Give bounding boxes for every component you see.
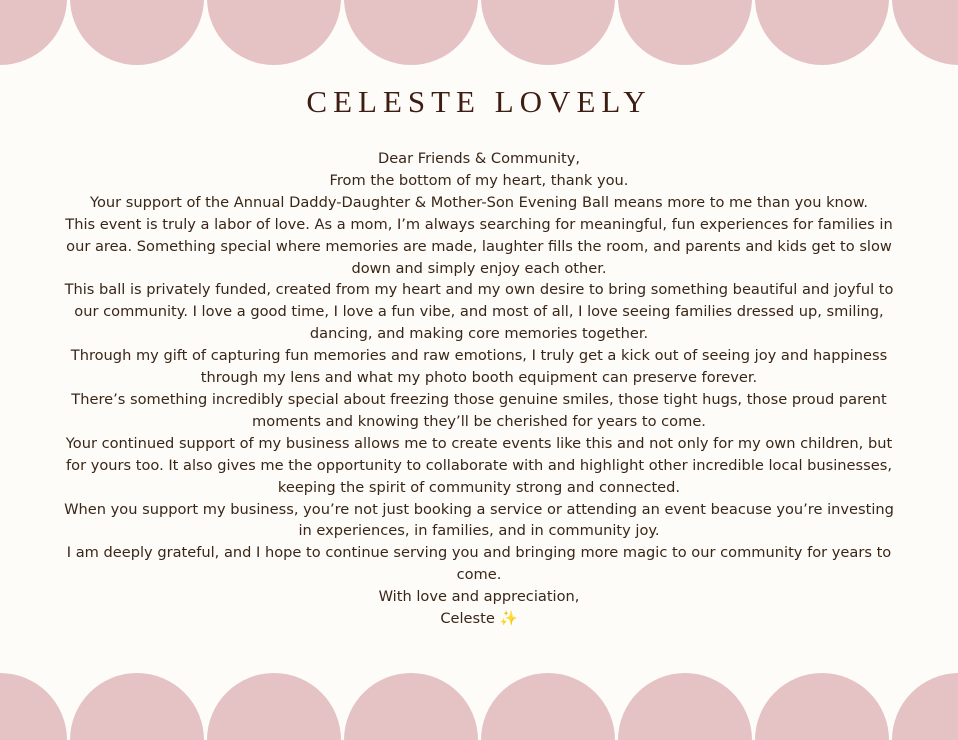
letter-paragraph: From the bottom of my heart, thank you. [329,171,629,189]
letter-paragraph: There’s something incredibly special about freezing those genuine smiles, those tight hugs, those proud parent moments and knowing they’ll be cherished for years to come. [71,390,887,430]
letter-paragraph: This event is truly a labor of love. As a mom, I’m always searching for meaningful, fun experiences for families in our area. Something special where memories are made, laughter fills the room, and parents and kids get to slow down and simply enjoy each other. [65,215,893,277]
sparkle-icon: ✨ [499,610,518,628]
letter-greeting: Dear Friends & Community, [377,150,581,167]
letter-paragraph: Your support of the Annual Daddy-Daughter & Mother-Son Evening Ball means more to me than you know. [90,193,868,211]
letter-paragraph: This ball is privately funded, created from my heart and my own desire to bring something beautiful and joyful to our community. I love a good time, I love a fun vibe, and most of all, I love seeing families dressed up, smiling, dancing, and making core memories together. [64,281,894,343]
top-scallop-border [0,0,958,70]
bottom-scallop-border [0,672,958,740]
page-title: CELESTE LOVELY [306,84,652,119]
letter-signature-line [60,608,898,630]
letter-closing: With love and appreciation, [378,588,580,606]
letter-signature: Celeste [440,610,495,628]
letter-paragraph: I am deeply grateful, and I hope to continue serving you and bringing more magic to our community for years to come. [66,544,892,584]
letter-body [60,148,898,630]
letter-paragraph: Your continued support of my business allows me to create events like this and not only for my own children, but for yours too. It also gives me the opportunity to collaborate with and highlight other incredible local businesses, keeping the spirit of community strong and connected. [65,434,893,496]
letter-paragraph: Through my gift of capturing fun memories and raw emotions, I truly get a kick out of seeing joy and happiness through my lens and what my photo booth equipment can preserve forever. [70,347,888,387]
letter-paragraph: When you support my business, you’re not just booking a service or attending an event beacuse you’re investing in experiences, in families, and in community joy. [64,500,894,540]
